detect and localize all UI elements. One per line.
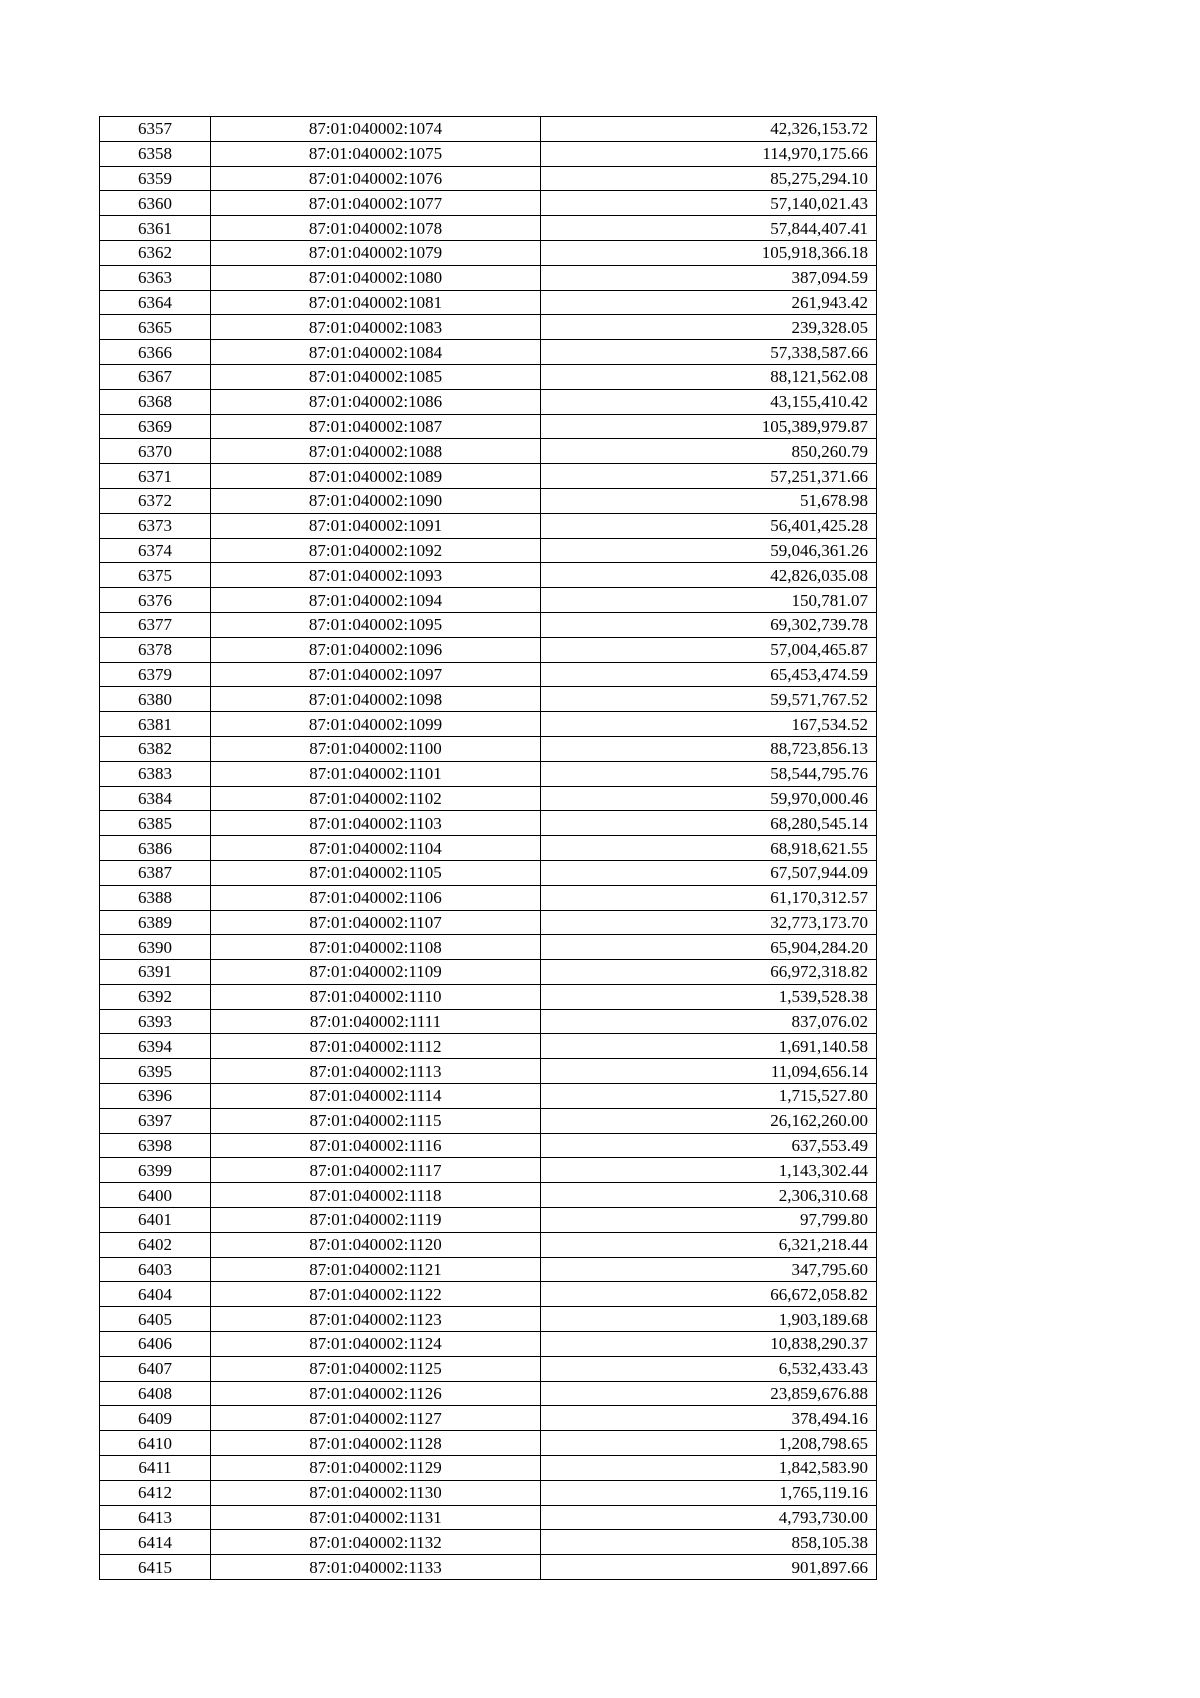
cadastral-value-cell: 1,208,798.65 <box>541 1431 877 1456</box>
table-row <box>100 984 877 1009</box>
table-row <box>100 811 877 836</box>
cadastral-value-cell: 167,534.52 <box>541 712 877 737</box>
row-number-cell: 6362 <box>100 240 211 265</box>
table-row <box>100 1108 877 1133</box>
cadastral-number-cell: 87:01:040002:1120 <box>211 1232 541 1257</box>
cadastral-number-cell: 87:01:040002:1130 <box>211 1480 541 1505</box>
cadastral-value-cell: 1,842,583.90 <box>541 1456 877 1481</box>
row-number-cell: 6368 <box>100 389 211 414</box>
row-number-cell: 6366 <box>100 340 211 365</box>
cadastral-value-cell: 1,143,302.44 <box>541 1158 877 1183</box>
cadastral-number-cell: 87:01:040002:1080 <box>211 265 541 290</box>
cadastral-number-cell: 87:01:040002:1078 <box>211 216 541 241</box>
table-row <box>100 1530 877 1555</box>
table-row <box>100 1059 877 1084</box>
cadastral-value-cell: 850,260.79 <box>541 439 877 464</box>
cadastral-value-cell: 387,094.59 <box>541 265 877 290</box>
row-number-cell: 6374 <box>100 538 211 563</box>
table-row <box>100 389 877 414</box>
table-row <box>100 1257 877 1282</box>
cadastral-number-cell: 87:01:040002:1116 <box>211 1133 541 1158</box>
table-row <box>100 1158 877 1183</box>
cadastral-number-cell: 87:01:040002:1113 <box>211 1059 541 1084</box>
table-row <box>100 960 877 985</box>
cadastral-value-cell: 239,328.05 <box>541 315 877 340</box>
cadastral-number-cell: 87:01:040002:1074 <box>211 117 541 142</box>
cadastral-value-cell: 57,140,021.43 <box>541 191 877 216</box>
row-number-cell: 6375 <box>100 563 211 588</box>
row-number-cell: 6377 <box>100 612 211 637</box>
row-number-cell: 6392 <box>100 984 211 1009</box>
cadastral-value-cell: 42,326,153.72 <box>541 117 877 142</box>
table-row <box>100 1133 877 1158</box>
cadastral-value-cell: 65,904,284.20 <box>541 935 877 960</box>
table-row <box>100 1406 877 1431</box>
cadastral-number-cell: 87:01:040002:1125 <box>211 1356 541 1381</box>
cadastral-number-cell: 87:01:040002:1123 <box>211 1307 541 1332</box>
cadastral-number-cell: 87:01:040002:1105 <box>211 860 541 885</box>
cadastral-number-cell: 87:01:040002:1122 <box>211 1282 541 1307</box>
row-number-cell: 6401 <box>100 1208 211 1233</box>
row-number-cell: 6394 <box>100 1034 211 1059</box>
cadastral-number-cell: 87:01:040002:1101 <box>211 761 541 786</box>
cadastral-value-cell: 6,321,218.44 <box>541 1232 877 1257</box>
table-row <box>100 216 877 241</box>
table-row <box>100 1456 877 1481</box>
table-row <box>100 1356 877 1381</box>
cadastral-number-cell: 87:01:040002:1129 <box>211 1456 541 1481</box>
row-number-cell: 6376 <box>100 588 211 613</box>
table-row <box>100 464 877 489</box>
cadastral-value-cell: 59,970,000.46 <box>541 786 877 811</box>
cadastral-value-cell: 26,162,260.00 <box>541 1108 877 1133</box>
cadastral-number-cell: 87:01:040002:1115 <box>211 1108 541 1133</box>
cadastral-value-cell: 67,507,944.09 <box>541 860 877 885</box>
cadastral-value-cell: 59,046,361.26 <box>541 538 877 563</box>
cadastral-value-cell: 58,544,795.76 <box>541 761 877 786</box>
row-number-cell: 6379 <box>100 662 211 687</box>
row-number-cell: 6386 <box>100 836 211 861</box>
row-number-cell: 6370 <box>100 439 211 464</box>
table-row <box>100 1232 877 1257</box>
row-number-cell: 6372 <box>100 488 211 513</box>
cadastral-value-cell: 10,838,290.37 <box>541 1332 877 1357</box>
cadastral-number-cell: 87:01:040002:1111 <box>211 1009 541 1034</box>
table-row <box>100 1431 877 1456</box>
table-row <box>100 340 877 365</box>
cadastral-number-cell: 87:01:040002:1095 <box>211 612 541 637</box>
cadastral-value-cell: 57,004,465.87 <box>541 637 877 662</box>
cadastral-value-cell: 57,844,407.41 <box>541 216 877 241</box>
cadastral-number-cell: 87:01:040002:1076 <box>211 166 541 191</box>
table-row <box>100 1009 877 1034</box>
table-row <box>100 364 877 389</box>
row-number-cell: 6383 <box>100 761 211 786</box>
cadastral-number-cell: 87:01:040002:1092 <box>211 538 541 563</box>
row-number-cell: 6384 <box>100 786 211 811</box>
row-number-cell: 6381 <box>100 712 211 737</box>
row-number-cell: 6365 <box>100 315 211 340</box>
cadastral-number-cell: 87:01:040002:1090 <box>211 488 541 513</box>
table-body <box>100 117 877 1580</box>
cadastral-number-cell: 87:01:040002:1121 <box>211 1257 541 1282</box>
row-number-cell: 6385 <box>100 811 211 836</box>
cadastral-value-cell: 85,275,294.10 <box>541 166 877 191</box>
row-number-cell: 6402 <box>100 1232 211 1257</box>
cadastral-value-cell: 97,799.80 <box>541 1208 877 1233</box>
table-row <box>100 1183 877 1208</box>
row-number-cell: 6367 <box>100 364 211 389</box>
cadastral-number-cell: 87:01:040002:1107 <box>211 910 541 935</box>
cadastral-value-cell: 6,532,433.43 <box>541 1356 877 1381</box>
cadastral-number-cell: 87:01:040002:1114 <box>211 1084 541 1109</box>
cadastral-number-cell: 87:01:040002:1093 <box>211 563 541 588</box>
cadastral-value-cell: 837,076.02 <box>541 1009 877 1034</box>
row-number-cell: 6361 <box>100 216 211 241</box>
cadastral-value-cell: 23,859,676.88 <box>541 1381 877 1406</box>
table-row <box>100 687 877 712</box>
table-row <box>100 860 877 885</box>
table-row <box>100 1381 877 1406</box>
cadastral-value-cell: 56,401,425.28 <box>541 513 877 538</box>
row-number-cell: 6410 <box>100 1431 211 1456</box>
cadastral-number-cell: 87:01:040002:1103 <box>211 811 541 836</box>
table-row <box>100 265 877 290</box>
row-number-cell: 6393 <box>100 1009 211 1034</box>
cadastral-number-cell: 87:01:040002:1084 <box>211 340 541 365</box>
row-number-cell: 6387 <box>100 860 211 885</box>
table-row <box>100 191 877 216</box>
cadastral-number-cell: 87:01:040002:1102 <box>211 786 541 811</box>
table-row <box>100 117 877 142</box>
cadastral-value-cell: 42,826,035.08 <box>541 563 877 588</box>
cadastral-value-cell: 57,338,587.66 <box>541 340 877 365</box>
row-number-cell: 6382 <box>100 736 211 761</box>
cadastral-number-cell: 87:01:040002:1088 <box>211 439 541 464</box>
table-row <box>100 290 877 315</box>
row-number-cell: 6364 <box>100 290 211 315</box>
cadastral-value-cell: 66,972,318.82 <box>541 960 877 985</box>
cadastral-value-cell: 51,678.98 <box>541 488 877 513</box>
row-number-cell: 6373 <box>100 513 211 538</box>
cadastral-number-cell: 87:01:040002:1083 <box>211 315 541 340</box>
cadastral-value-cell: 901,897.66 <box>541 1555 877 1580</box>
cadastral-value-cell: 88,121,562.08 <box>541 364 877 389</box>
row-number-cell: 6363 <box>100 265 211 290</box>
table-row <box>100 488 877 513</box>
row-number-cell: 6415 <box>100 1555 211 1580</box>
row-number-cell: 6371 <box>100 464 211 489</box>
table-row <box>100 662 877 687</box>
cadastral-value-cell: 69,302,739.78 <box>541 612 877 637</box>
cadastral-value-cell: 88,723,856.13 <box>541 736 877 761</box>
cadastral-number-cell: 87:01:040002:1077 <box>211 191 541 216</box>
row-number-cell: 6390 <box>100 935 211 960</box>
table-row <box>100 761 877 786</box>
table-row <box>100 1332 877 1357</box>
cadastral-value-cell: 66,672,058.82 <box>541 1282 877 1307</box>
cadastral-value-cell: 61,170,312.57 <box>541 885 877 910</box>
cadastral-value-cell: 347,795.60 <box>541 1257 877 1282</box>
table-row <box>100 836 877 861</box>
row-number-cell: 6407 <box>100 1356 211 1381</box>
cadastral-number-cell: 87:01:040002:1106 <box>211 885 541 910</box>
cadastral-number-cell: 87:01:040002:1075 <box>211 141 541 166</box>
cadastral-number-cell: 87:01:040002:1104 <box>211 836 541 861</box>
cadastral-value-cell: 114,970,175.66 <box>541 141 877 166</box>
cadastral-value-cell: 105,918,366.18 <box>541 240 877 265</box>
table-row <box>100 637 877 662</box>
table-row <box>100 1282 877 1307</box>
cadastral-value-cell: 858,105.38 <box>541 1530 877 1555</box>
row-number-cell: 6405 <box>100 1307 211 1332</box>
row-number-cell: 6400 <box>100 1183 211 1208</box>
table-row <box>100 414 877 439</box>
row-number-cell: 6404 <box>100 1282 211 1307</box>
cadastral-value-cell: 68,280,545.14 <box>541 811 877 836</box>
row-number-cell: 6358 <box>100 141 211 166</box>
row-number-cell: 6369 <box>100 414 211 439</box>
row-number-cell: 6357 <box>100 117 211 142</box>
row-number-cell: 6380 <box>100 687 211 712</box>
table-row <box>100 141 877 166</box>
table-row <box>100 1208 877 1233</box>
table-row <box>100 910 877 935</box>
cadastral-value-cell: 378,494.16 <box>541 1406 877 1431</box>
table-row <box>100 1307 877 1332</box>
cadastral-number-cell: 87:01:040002:1086 <box>211 389 541 414</box>
cadastral-number-cell: 87:01:040002:1087 <box>211 414 541 439</box>
row-number-cell: 6360 <box>100 191 211 216</box>
table-row <box>100 538 877 563</box>
row-number-cell: 6378 <box>100 637 211 662</box>
cadastral-value-cell: 1,691,140.58 <box>541 1034 877 1059</box>
cadastral-number-cell: 87:01:040002:1119 <box>211 1208 541 1233</box>
table-row <box>100 1505 877 1530</box>
cadastral-value-table <box>99 116 877 1580</box>
cadastral-value-cell: 11,094,656.14 <box>541 1059 877 1084</box>
row-number-cell: 6396 <box>100 1084 211 1109</box>
table-row <box>100 786 877 811</box>
row-number-cell: 6391 <box>100 960 211 985</box>
row-number-cell: 6413 <box>100 1505 211 1530</box>
table-row <box>100 885 877 910</box>
cadastral-number-cell: 87:01:040002:1099 <box>211 712 541 737</box>
cadastral-value-cell: 32,773,173.70 <box>541 910 877 935</box>
row-number-cell: 6388 <box>100 885 211 910</box>
row-number-cell: 6406 <box>100 1332 211 1357</box>
cadastral-value-cell: 1,715,527.80 <box>541 1084 877 1109</box>
cadastral-number-cell: 87:01:040002:1094 <box>211 588 541 613</box>
cadastral-number-cell: 87:01:040002:1124 <box>211 1332 541 1357</box>
table-row <box>100 612 877 637</box>
row-number-cell: 6409 <box>100 1406 211 1431</box>
cadastral-number-cell: 87:01:040002:1097 <box>211 662 541 687</box>
table-row <box>100 315 877 340</box>
row-number-cell: 6408 <box>100 1381 211 1406</box>
table-row <box>100 563 877 588</box>
cadastral-value-cell: 261,943.42 <box>541 290 877 315</box>
cadastral-value-cell: 105,389,979.87 <box>541 414 877 439</box>
table-row <box>100 166 877 191</box>
cadastral-value-cell: 1,903,189.68 <box>541 1307 877 1332</box>
row-number-cell: 6411 <box>100 1456 211 1481</box>
cadastral-number-cell: 87:01:040002:1133 <box>211 1555 541 1580</box>
table-row <box>100 1034 877 1059</box>
table-row <box>100 1084 877 1109</box>
row-number-cell: 6397 <box>100 1108 211 1133</box>
cadastral-value-cell: 59,571,767.52 <box>541 687 877 712</box>
table-row <box>100 712 877 737</box>
row-number-cell: 6403 <box>100 1257 211 1282</box>
row-number-cell: 6395 <box>100 1059 211 1084</box>
cadastral-value-cell: 43,155,410.42 <box>541 389 877 414</box>
cadastral-number-cell: 87:01:040002:1131 <box>211 1505 541 1530</box>
table-row <box>100 1555 877 1580</box>
row-number-cell: 6398 <box>100 1133 211 1158</box>
cadastral-number-cell: 87:01:040002:1128 <box>211 1431 541 1456</box>
cadastral-value-cell: 2,306,310.68 <box>541 1183 877 1208</box>
table-row <box>100 736 877 761</box>
row-number-cell: 6412 <box>100 1480 211 1505</box>
cadastral-value-cell: 68,918,621.55 <box>541 836 877 861</box>
cadastral-number-cell: 87:01:040002:1117 <box>211 1158 541 1183</box>
table-row <box>100 1480 877 1505</box>
row-number-cell: 6359 <box>100 166 211 191</box>
table-row <box>100 240 877 265</box>
cadastral-number-cell: 87:01:040002:1127 <box>211 1406 541 1431</box>
cadastral-number-cell: 87:01:040002:1108 <box>211 935 541 960</box>
cadastral-number-cell: 87:01:040002:1118 <box>211 1183 541 1208</box>
cadastral-value-cell: 57,251,371.66 <box>541 464 877 489</box>
cadastral-value-cell: 1,539,528.38 <box>541 984 877 1009</box>
cadastral-value-cell: 1,765,119.16 <box>541 1480 877 1505</box>
cadastral-number-cell: 87:01:040002:1085 <box>211 364 541 389</box>
table-row <box>100 935 877 960</box>
cadastral-value-cell: 4,793,730.00 <box>541 1505 877 1530</box>
cadastral-number-cell: 87:01:040002:1109 <box>211 960 541 985</box>
row-number-cell: 6389 <box>100 910 211 935</box>
cadastral-value-cell: 150,781.07 <box>541 588 877 613</box>
table-row <box>100 513 877 538</box>
cadastral-number-cell: 87:01:040002:1091 <box>211 513 541 538</box>
cadastral-value-cell: 65,453,474.59 <box>541 662 877 687</box>
cadastral-number-cell: 87:01:040002:1098 <box>211 687 541 712</box>
cadastral-number-cell: 87:01:040002:1096 <box>211 637 541 662</box>
cadastral-number-cell: 87:01:040002:1079 <box>211 240 541 265</box>
cadastral-number-cell: 87:01:040002:1132 <box>211 1530 541 1555</box>
cadastral-number-cell: 87:01:040002:1112 <box>211 1034 541 1059</box>
cadastral-number-cell: 87:01:040002:1126 <box>211 1381 541 1406</box>
row-number-cell: 6399 <box>100 1158 211 1183</box>
cadastral-number-cell: 87:01:040002:1089 <box>211 464 541 489</box>
cadastral-number-cell: 87:01:040002:1110 <box>211 984 541 1009</box>
table-row <box>100 439 877 464</box>
cadastral-value-cell: 637,553.49 <box>541 1133 877 1158</box>
cadastral-number-cell: 87:01:040002:1081 <box>211 290 541 315</box>
table-row <box>100 588 877 613</box>
row-number-cell: 6414 <box>100 1530 211 1555</box>
cadastral-number-cell: 87:01:040002:1100 <box>211 736 541 761</box>
